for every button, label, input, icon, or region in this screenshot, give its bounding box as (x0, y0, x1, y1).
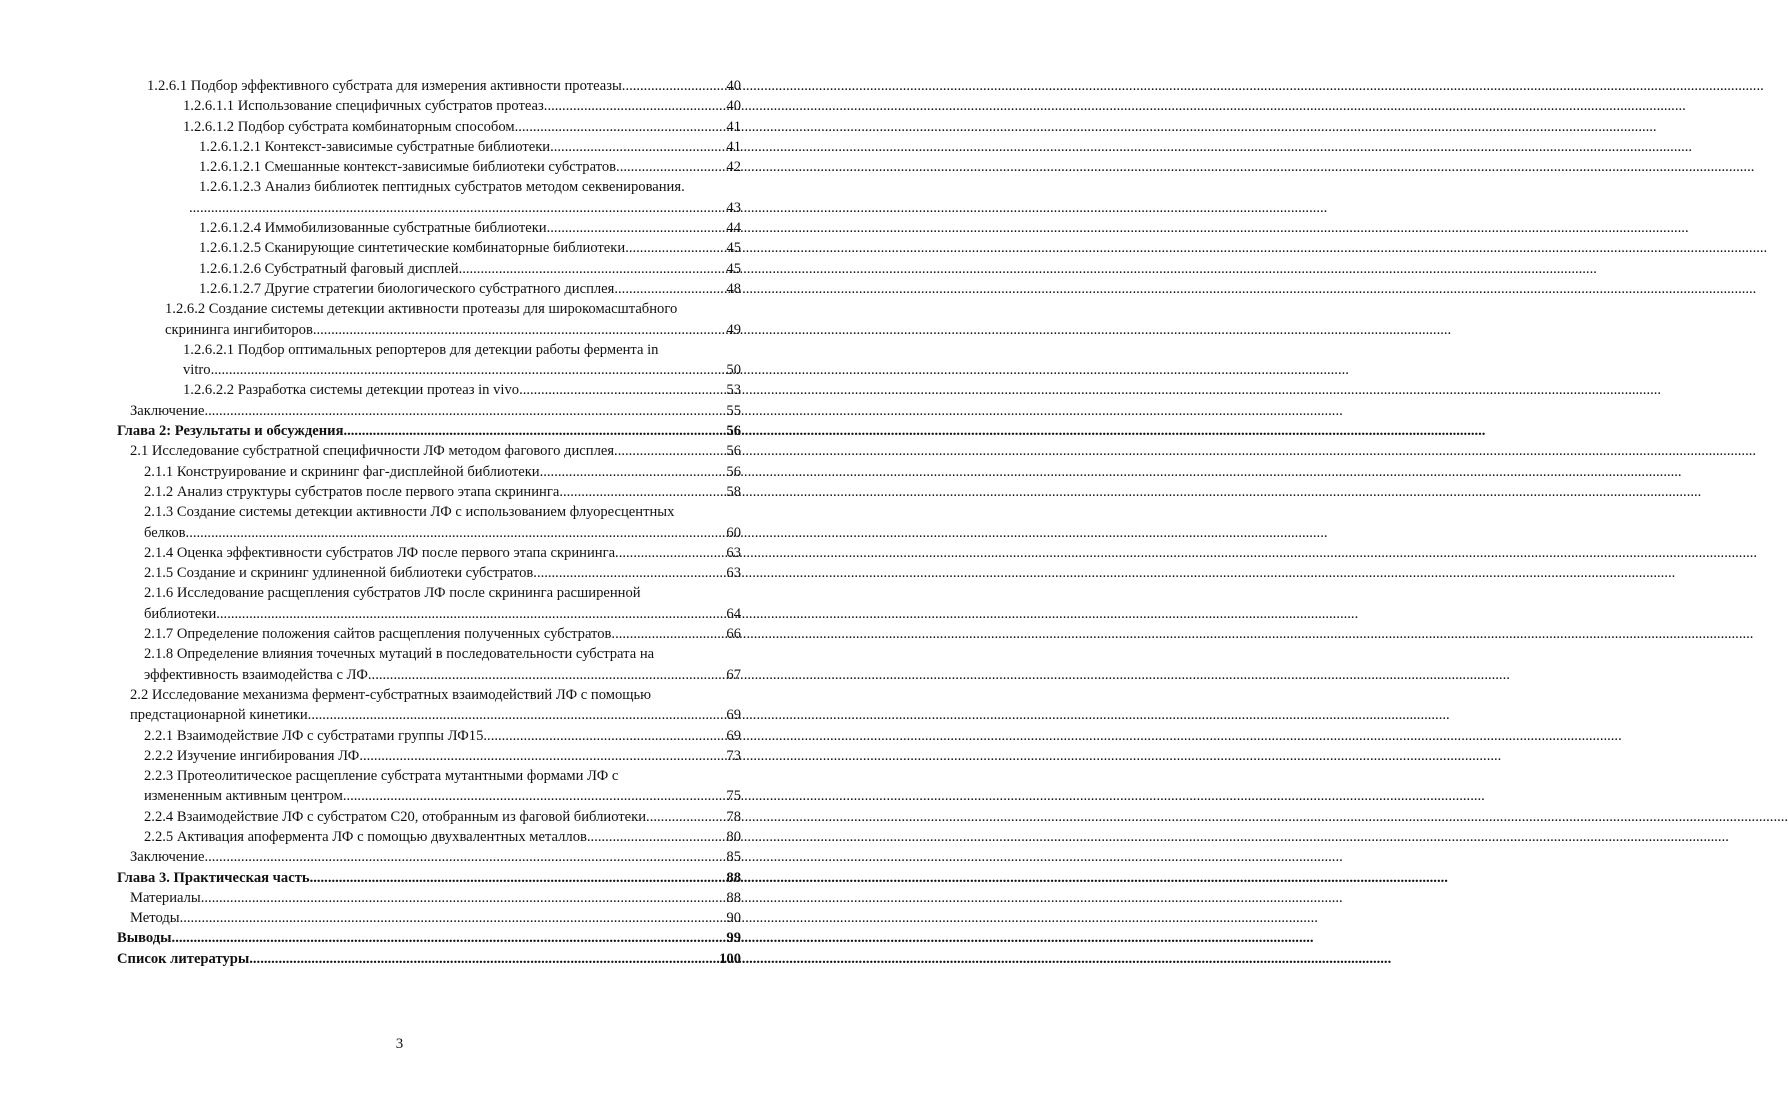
toc-entry (117, 96, 741, 116)
dot-leader (537, 563, 726, 583)
dot-leader (311, 705, 726, 725)
toc-entry (117, 137, 741, 157)
toc-entry-title: Выводы. (117, 930, 176, 947)
toc-entry-title: 1.2.6.2.1 Подбор оптимальных репортеров для детекции работы фермента in (183, 341, 659, 358)
toc-entry-page: 56 (726, 443, 741, 460)
dot-leader (483, 726, 726, 746)
toc-entry-page: 69 (726, 727, 741, 744)
toc-entry-page: 60 (726, 524, 741, 541)
dot-leader (175, 928, 726, 948)
toc-entry-page: 80 (726, 828, 741, 845)
toc-entry-title: 2.2.2 Изучение ингибирования ЛФ. (144, 747, 363, 764)
toc-entry (117, 117, 741, 137)
toc-entry-page: 45 (726, 260, 741, 277)
toc-entry (117, 421, 741, 441)
dot-leader (615, 624, 726, 644)
dot-leader (459, 259, 727, 279)
toc-entry (117, 157, 741, 177)
toc-entry (117, 563, 741, 583)
toc-entry-title: Заключение (130, 402, 205, 419)
toc-entry-title: 2.1.4 Оценка эффективности субстратов ЛФ после первого этапа скрининга. (144, 544, 619, 561)
dot-leader (204, 888, 726, 908)
toc-entry-title: 2.1.8 Определение влияния точечных мутаций в последовательности субстрата на (144, 646, 655, 663)
dot-leader (618, 441, 727, 461)
toc-entry (117, 401, 741, 421)
toc-entry-page: 43 (726, 199, 741, 216)
dot-leader (518, 117, 726, 137)
toc-entry-page: 100 (719, 950, 741, 967)
toc-entry-title: 1.2.6.1.2.5 Сканирующие синтетические комбинаторные библиотеки. (199, 240, 629, 257)
toc-entry-page: 66 (726, 626, 741, 643)
toc-entry-page: 45 (726, 240, 741, 257)
toc-entry (117, 766, 741, 807)
toc-entry (117, 685, 741, 726)
toc-entry-page: 73 (726, 747, 741, 764)
toc-entry-title: Методы (130, 910, 180, 927)
toc-entry-title: Список литературы. (117, 950, 253, 967)
dot-leader (253, 949, 719, 969)
toc-entry (117, 502, 741, 543)
toc-entry-title: 1.2.6.2.2 Разработка системы детекции протеаз in vivo. (183, 382, 523, 399)
dot-leader (616, 157, 726, 177)
toc-entry-title-continuation: белков. (144, 524, 190, 541)
dot-leader (563, 482, 726, 502)
toc-entry (117, 827, 741, 847)
toc-entry-title: 1.2.6.1 Подбор эффективного субстрата для измерения активности протеазы. (147, 78, 626, 94)
dot-leader (619, 543, 727, 563)
toc-entry-title: 1.2.6.1.2.1 Контекст-зависимые субстратные библиотеки. (199, 138, 554, 155)
dot-leader (346, 786, 726, 806)
dot-leader (363, 746, 726, 766)
dot-leader (189, 523, 726, 543)
toc-entry-title-continuation: скрининга ингибиторов (165, 321, 313, 338)
toc-entry-title: Глава 3. Практическая часть (117, 869, 310, 886)
toc-entry-page: 67 (726, 666, 741, 683)
toc-entry (117, 888, 741, 908)
toc-entry-title: 2.2.1 Взаимодействие ЛФ с субстратами группы ЛФ15 (144, 727, 484, 744)
toc-entry-page: 40 (726, 78, 741, 94)
toc-entry-title: 2.2.5 Активация апофермента ЛФ с помощью двухвалентных металлов. (144, 828, 591, 845)
toc-entry-title: 1.2.6.1.2.7 Другие стратегии биологического субстратного дисплея. (199, 280, 619, 297)
toc-entry-page: 99 (726, 930, 741, 947)
toc-entry-title: 1.2.6.1.2.4 Иммобилизованные субстратные библиотеки. (199, 220, 551, 237)
dot-leader (625, 76, 726, 96)
toc-entry (117, 340, 741, 381)
toc-entry (117, 462, 741, 482)
toc-entry (117, 644, 741, 685)
toc-entry-page: 41 (726, 118, 741, 135)
toc-entry-page: 49 (726, 321, 741, 338)
toc-entry (117, 218, 741, 238)
toc-entry-page: 85 (726, 849, 741, 866)
dot-leader (189, 198, 726, 218)
toc-entry (117, 543, 741, 563)
toc-entry-title: 2.1.5 Создание и скрининг удлиненной библиотеки субстратов. (144, 565, 537, 582)
dot-leader (591, 827, 727, 847)
dot-leader (310, 868, 727, 888)
toc-entry-page: 55 (726, 402, 741, 419)
toc-entry-page: 90 (726, 910, 741, 927)
page-number: 3 (395, 1036, 404, 1052)
toc-entry-page: 48 (726, 280, 741, 297)
toc-entry (117, 949, 741, 969)
toc-entry-page: 56 (726, 423, 741, 440)
toc-entry (117, 279, 741, 299)
dot-leader (543, 462, 726, 482)
toc-entry-page: 63 (726, 544, 741, 561)
toc-entry-title: 2.1.7 Определение положения сайтов расщепления полученных субстратов. (144, 626, 616, 643)
table-of-contents (117, 76, 741, 969)
dot-leader (523, 380, 727, 400)
toc-entry-title: 2.1 Исследование субстратной специфичности ЛФ методом фагового дисплея. (130, 443, 618, 460)
toc-entry-title: Материалы. (130, 889, 205, 906)
toc-entry-page: 63 (726, 565, 741, 582)
dot-leader (372, 665, 727, 685)
dot-leader (313, 320, 727, 340)
toc-entry (117, 908, 741, 928)
dot-leader (220, 604, 727, 624)
toc-entry-page: 42 (726, 159, 741, 176)
toc-entry-page: 50 (726, 362, 741, 379)
toc-entry-title: 2.1.6 Исследование расщепления субстратов ЛФ после скрининга расширенной (144, 585, 641, 602)
dot-leader (650, 807, 727, 827)
dot-leader (550, 218, 726, 238)
toc-entry-page: 75 (726, 788, 741, 805)
toc-entry-title-continuation: измененным активным центром. (144, 788, 347, 805)
dot-leader (629, 238, 727, 258)
toc-entry (117, 380, 741, 400)
toc-entry (117, 847, 741, 867)
toc-entry-title-continuation: предстационарной кинетики. (130, 707, 312, 724)
toc-entry (117, 259, 741, 279)
toc-entry-title: 2.2 Исследование механизма фермент-субстратных взаимодействий ЛФ с помощью (130, 686, 652, 703)
toc-entry (117, 441, 741, 461)
toc-entry-page: 88 (726, 889, 741, 906)
toc-entry (117, 746, 741, 766)
toc-entry-title: 1.2.6.1.2.6 Субстратный фаговый дисплей (199, 260, 459, 277)
toc-entry-page: 78 (726, 808, 741, 825)
toc-entry-page: 69 (726, 707, 741, 724)
toc-entry-page: 40 (726, 98, 741, 115)
toc-entry (117, 299, 741, 340)
toc-entry-page: 41 (726, 138, 741, 155)
toc-entry (117, 76, 741, 96)
toc-entry-title-continuation: библиотеки. (144, 605, 220, 622)
toc-entry-title: 1.2.6.1.2.1 Смешанные контекст-зависимые библиотеки субстратов (199, 159, 617, 176)
toc-entry (117, 807, 741, 827)
toc-entry-page: 44 (726, 220, 741, 237)
toc-entry-title: 1.2.6.2 Создание системы детекции активности протеазы для широкомасштабного (165, 301, 678, 318)
toc-entry (117, 238, 741, 258)
toc-entry-page: 58 (726, 483, 741, 500)
toc-entry (117, 482, 741, 502)
toc-entry-title: 2.2.4 Взаимодействие ЛФ с субстратом С20, отобранным из фаговой библиотеки. (144, 808, 650, 825)
toc-entry (117, 583, 741, 624)
dot-leader (554, 137, 727, 157)
toc-entry-title: 2.1.3 Создание системы детекции активности ЛФ с использованием флуоресцентных (144, 504, 675, 521)
toc-entry (117, 868, 741, 888)
toc-entry-page: 53 (726, 382, 741, 399)
toc-entry-title-continuation: эффективность взаимодейства с ЛФ. (144, 666, 372, 683)
toc-entry-title: 2.2.3 Протеолитическое расщепление субстрата мутантными формами ЛФ с (144, 768, 619, 785)
dot-leader (180, 908, 727, 928)
dot-leader (204, 847, 726, 867)
toc-entry-title-continuation: vitro (183, 362, 211, 379)
toc-entry (117, 726, 741, 746)
toc-entry-page: 56 (726, 463, 741, 480)
document-page (0, 0, 799, 1097)
dot-leader (618, 279, 726, 299)
dot-leader (211, 360, 727, 380)
toc-entry-title: 2.1.1 Конструирование и скрининг фаг-дисплейной библиотеки. (144, 463, 544, 480)
toc-entry-title: Глава 2: Результаты и обсуждения. (117, 423, 348, 440)
toc-entry-title: 1.2.6.1.2.3 Анализ библиотек пептидных субстратов методом секвенирования. (199, 179, 685, 196)
toc-entry-title: 1.2.6.1.1 Использование специфичных субстратов протеаз. (183, 98, 548, 115)
toc-entry-title: Заключение (130, 849, 205, 866)
toc-entry-page: 64 (726, 605, 741, 622)
dot-leader (347, 421, 726, 441)
toc-entry-title: 1.2.6.1.2 Подбор субстрата комбинаторным способом. (183, 118, 519, 135)
dot-leader (204, 401, 726, 421)
toc-entry (117, 177, 741, 218)
toc-entry-page: 88 (726, 869, 741, 886)
dot-leader (547, 96, 726, 116)
toc-entry-title: 2.1.2 Анализ структуры субстратов после первого этапа скрининга. (144, 483, 563, 500)
toc-entry (117, 928, 741, 948)
toc-entry (117, 624, 741, 644)
